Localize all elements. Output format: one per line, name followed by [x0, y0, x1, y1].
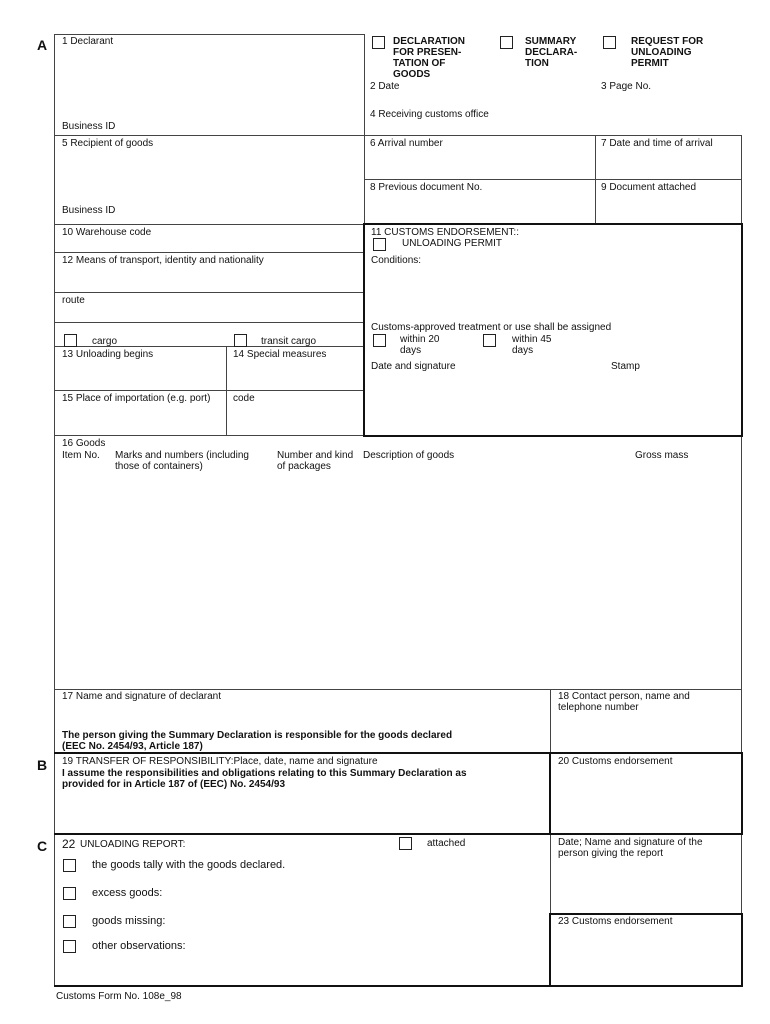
rule — [54, 390, 364, 391]
excess-goods-checkbox[interactable] — [63, 887, 76, 900]
other-observations-checkbox[interactable] — [63, 940, 76, 953]
form-left-border — [54, 34, 55, 986]
goods-missing-label: goods missing: — [92, 915, 166, 927]
rule — [54, 435, 364, 436]
section-letter-b: B — [37, 757, 48, 773]
item-no-header: Item No. — [62, 450, 100, 461]
receiving-office-label: 4 Receiving customs office — [370, 109, 489, 120]
other-observations-label: other observations: — [92, 940, 186, 952]
goods-tally-label: the goods tally with the goods declared. — [92, 859, 286, 871]
summary-declaration-checkbox[interactable] — [500, 36, 513, 49]
date-name-signature-label: Date; Name and signature of the person giving the report — [558, 837, 703, 859]
rule — [550, 689, 551, 753]
unloading-permit-label: UNLOADING PERMIT — [402, 238, 503, 249]
rule — [54, 34, 364, 35]
previous-document-label: 8 Previous document No. — [370, 182, 483, 193]
transfer-responsibility-label: 19 TRANSFER OF RESPONSIBILITY:Place, date, name and signature — [62, 756, 378, 767]
rule — [54, 689, 741, 690]
number-kind-header: Number and kind of packages — [277, 450, 354, 472]
responsibility-statement: The person giving the Summary Declaration is responsible for the goods declared (EEC No. 2454/93, Article 187) — [62, 730, 453, 752]
marks-numbers-header: Marks and numbers (including those of containers) — [115, 450, 249, 472]
cargo-label: cargo — [92, 336, 118, 347]
within-20-days-label: within 20 days — [400, 334, 440, 356]
customs-endorsement-title: 11 CUSTOMS ENDORSEMENT:: — [371, 227, 519, 238]
description-header: Description of goods — [363, 450, 455, 461]
rule — [54, 135, 741, 136]
cargo-checkbox[interactable] — [64, 334, 77, 347]
customs-endorsement-23-label: 23 Customs endorsement — [558, 916, 673, 927]
section-letter-a: A — [37, 37, 48, 53]
excess-goods-label: excess goods: — [92, 887, 163, 899]
contact-person-label: 18 Contact person, name and telephone number — [558, 691, 690, 713]
arrival-number-label: 6 Arrival number — [370, 138, 443, 149]
form-right-border — [741, 135, 742, 224]
unloading-permit-checkbox[interactable] — [373, 238, 386, 251]
form-right-border-lower — [741, 436, 742, 754]
declaration-presentation-checkbox[interactable] — [372, 36, 385, 49]
date-time-arrival-label: 7 Date and time of arrival — [601, 138, 713, 149]
within-45-days-label: within 45 days — [512, 334, 552, 356]
attached-checkbox[interactable] — [399, 837, 412, 850]
rule — [54, 252, 364, 253]
goods-tally-checkbox[interactable] — [63, 859, 76, 872]
rule — [54, 224, 364, 225]
recipient-label: 5 Recipient of goods — [62, 138, 154, 149]
gross-mass-header: Gross mass — [635, 450, 689, 461]
unloading-report-number: 22 — [62, 837, 76, 851]
business-id-label-2: Business ID — [62, 205, 116, 216]
stamp-label: Stamp — [611, 361, 640, 372]
assume-responsibility-statement: I assume the responsibilities and obligations relating to this Summary Declaration as provided for in Article 187 of (EEC) No. 2454/93 — [62, 768, 467, 790]
within-20-days-checkbox[interactable] — [373, 334, 386, 347]
warehouse-code-label: 10 Warehouse code — [62, 227, 152, 238]
rule — [364, 179, 741, 180]
unloading-report-label: UNLOADING REPORT: — [80, 839, 186, 850]
goods-missing-checkbox[interactable] — [63, 915, 76, 928]
date-label: 2 Date — [370, 81, 400, 92]
declaration-presentation-label: DECLARATION FOR PRESEN- TATION OF GOODS — [393, 36, 466, 80]
code-label: code — [233, 393, 255, 404]
unloading-begins-label: 13 Unloading begins — [62, 349, 154, 360]
page-no-label: 3 Page No. — [601, 81, 652, 92]
business-id-label: Business ID — [62, 121, 116, 132]
section-letter-c: C — [37, 838, 48, 854]
summary-declaration-label: SUMMARY DECLARA- TION — [525, 36, 578, 69]
date-signature-label: Date and signature — [371, 361, 456, 372]
declarant-label: 1 Declarant — [62, 36, 114, 47]
place-importation-label: 15 Place of importation (e.g. port) — [62, 393, 211, 404]
customs-endorsement-20-label: 20 Customs endorsement — [558, 756, 673, 767]
transit-cargo-label: transit cargo — [261, 336, 317, 347]
request-unloading-label: REQUEST FOR UNLOADING PERMIT — [631, 36, 704, 69]
document-attached-label: 9 Document attached — [601, 182, 697, 193]
special-measures-label: 14 Special measures — [233, 349, 327, 360]
transport-label: 12 Means of transport, identity and nationality — [62, 255, 264, 266]
transit-cargo-checkbox[interactable] — [234, 334, 247, 347]
approved-treatment-label: Customs-approved treatment or use shall be assigned — [371, 322, 612, 333]
rule — [54, 292, 364, 293]
conditions-label: Conditions: — [371, 255, 422, 266]
request-unloading-checkbox[interactable] — [603, 36, 616, 49]
declarant-signature-label: 17 Name and signature of declarant — [62, 691, 221, 702]
within-45-days-checkbox[interactable] — [483, 334, 496, 347]
route-label: route — [62, 295, 85, 306]
attached-label: attached — [427, 838, 466, 849]
goods-title: 16 Goods — [62, 438, 106, 449]
rule — [54, 322, 364, 323]
form-number-footer: Customs Form No. 108e_98 — [56, 991, 182, 1002]
